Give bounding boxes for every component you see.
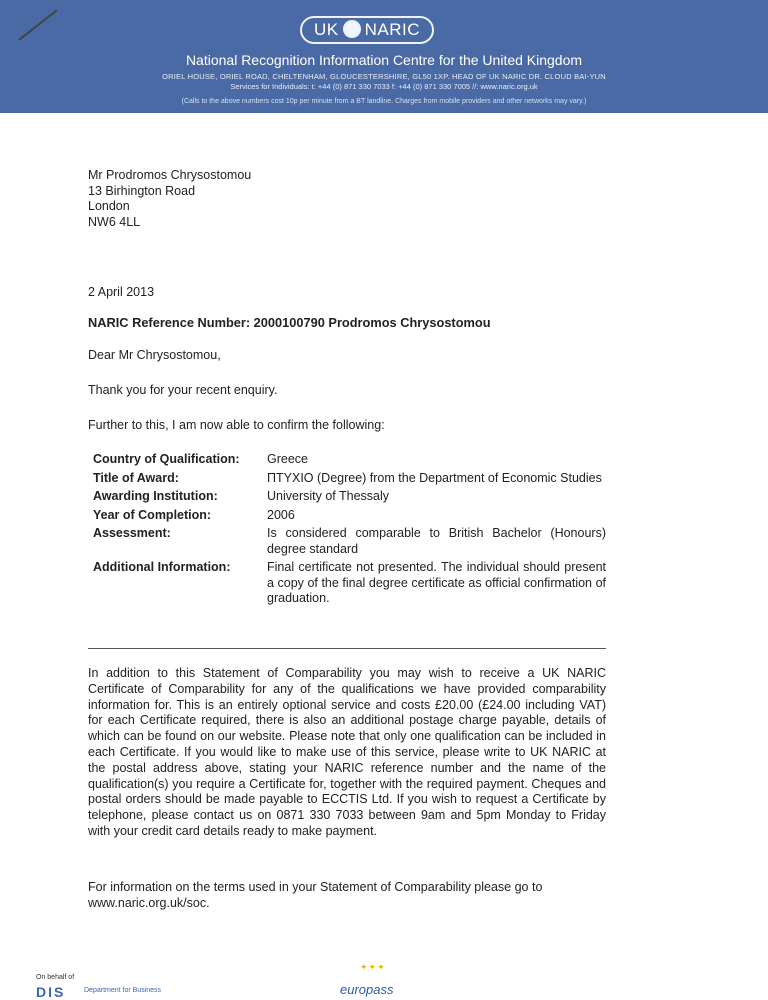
row-value: Final certificate not presented. The individual should present a copy of the final degree certificate as official confirmation of graduation.: [267, 560, 606, 605]
qualification-row: [88, 489, 606, 505]
on-behalf-label: On behalf of: [36, 974, 75, 981]
row-value: Greece: [267, 452, 308, 466]
row-label: Country of Qualification:: [93, 452, 240, 466]
qualification-row: [88, 508, 606, 524]
europass-logo: europass: [340, 982, 394, 997]
uk-naric-logo: [300, 16, 434, 44]
reference-number: NARIC Reference Number: 2000100790 Prodromos Chrysostomou: [88, 315, 491, 330]
recipient-name: Mr Prodromos Chrysostomou: [88, 168, 252, 182]
dbis-logo: DIS: [36, 984, 66, 1000]
confirmation-intro: Further to this, I am now able to confirm the following:: [88, 418, 385, 432]
row-value: ΠΤΥΧΙΟ (Degree) from the Department of Economic Studies: [267, 470, 602, 485]
row-label: Assessment:: [93, 526, 171, 540]
row-label: Title of Award:: [93, 470, 179, 485]
thanks-line: Thank you for your recent enquiry.: [88, 383, 278, 397]
logo-uk-text: UK: [313, 20, 339, 39]
qualification-details: [88, 452, 606, 610]
letterhead: [0, 0, 768, 113]
qualification-row: [88, 471, 606, 487]
europass-stars-icon: ✦✦✦: [360, 962, 386, 972]
terms-info-paragraph: For information on the terms used in your Statement of Comparability please go to www.naric.org.uk/soc.: [88, 880, 543, 910]
letter-date: 2 April 2013: [88, 285, 155, 299]
department-name: Department for Business: [84, 987, 162, 994]
row-value: University of Thessaly: [267, 489, 390, 503]
contact-line: Services for Individuals: t: +44 (0) 871 330 7033 f: +44 (0) 871 330 7005 //: www.naric.org.uk: [230, 82, 538, 91]
row-label: Additional Information:: [93, 560, 231, 574]
row-label: Awarding Institution:: [93, 489, 218, 503]
salutation: Dear Mr Chrysostomou,: [88, 348, 221, 362]
recipient-address: [88, 168, 251, 230]
call-charges-note: (Calls to the above numbers cost 10p per minute from a BT landline. Charges from mobile providers and other networks may vary.): [181, 98, 587, 105]
organisation-name: National Recognition Information Centre for the United Kingdom: [185, 52, 583, 68]
divider: [88, 648, 606, 649]
qualification-row: [88, 452, 606, 468]
logo-naric-text: NARIC: [364, 20, 421, 39]
postal-address: ORIEL HOUSE, ORIEL ROAD, CHELTENHAM, GLOUCESTERSHIRE, GL50 1XP. HEAD OF UK NARIC DR. CLOUD BAI-YUN: [162, 72, 606, 81]
recipient-city: London: [88, 199, 130, 213]
globe-icon: [343, 20, 361, 38]
qualification-row: [88, 526, 606, 557]
recipient-postcode: NW6 4LL: [88, 214, 141, 229]
row-value: 2006: [267, 507, 295, 522]
recipient-street: 13 Birhington Road: [88, 183, 196, 198]
certificate-info-paragraph: In addition to this Statement of Comparability you may wish to receive a UK NARIC Certificate of Comparability for any of the qualifications we have provided comparability information for. This is an entirely optional service and costs £20.00 (£24.00 including VAT) for each Certificate required, there is also an additional postage charge payable, details of which can be found on our website. Please note that only one qualification can be included in each Certificate. If you would like to make use of this service, please write to UK NARIC at the postal address above, stating your NARIC reference number and the name of the qualification(s) you require a Certificate for, together with the required payment. Cheques and postal orders should be made payable to ECCTIS Ltd. If you wish to request a Certificate by telephone, please contact us on 0871 330 7033 between 9am and 5pm Monday to Friday with your credit card details ready to make payment.: [88, 666, 606, 838]
row-value: Is considered comparable to British Bachelor (Honours) degree standard: [267, 526, 606, 556]
row-label: Year of Completion:: [93, 507, 212, 522]
qualification-row: [88, 560, 606, 607]
